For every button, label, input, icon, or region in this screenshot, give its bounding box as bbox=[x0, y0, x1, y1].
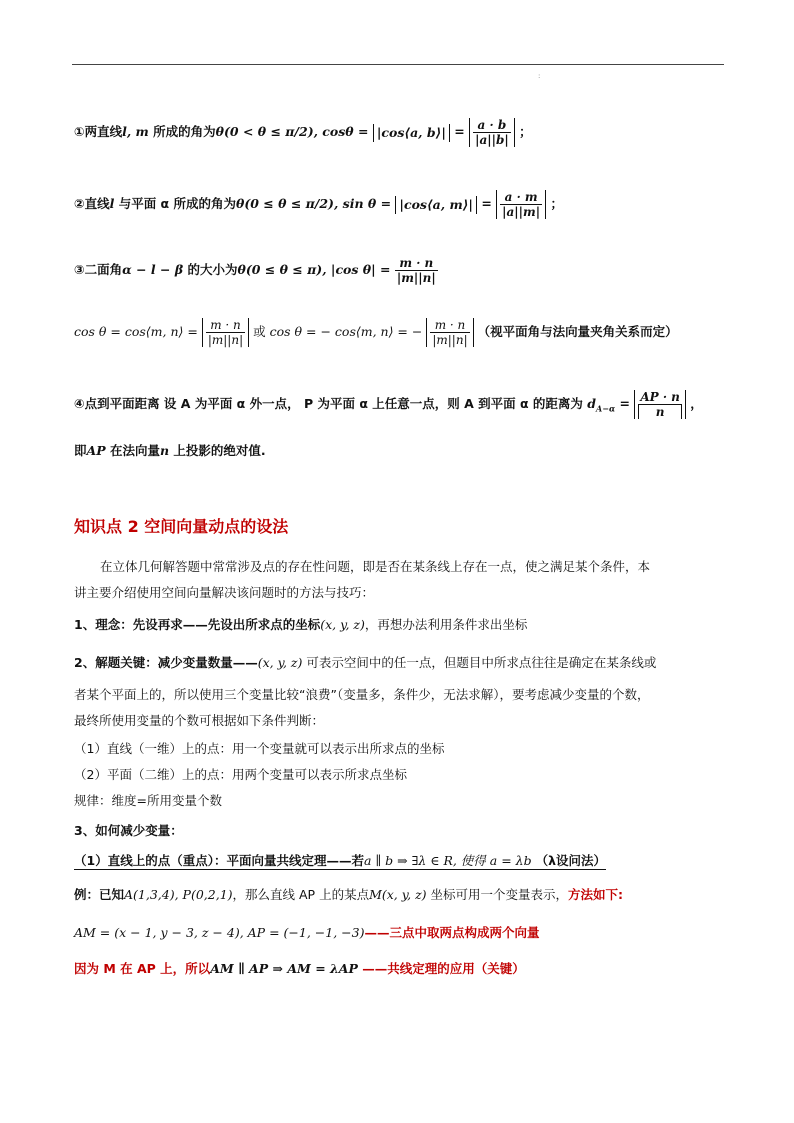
formula-3b-fraction-2 bbox=[430, 318, 469, 347]
point-3-item-1-math: a ∥ b ⇒ ∃λ ∈ R, 使得 a = λb bbox=[363, 853, 532, 868]
formula-4-numerator: AP · n bbox=[640, 390, 680, 404]
formula-3-denominator: |m||n| bbox=[396, 271, 436, 285]
formula-1-fraction bbox=[473, 118, 511, 147]
example-method: 方法如下: bbox=[568, 887, 624, 902]
point-1 bbox=[74, 616, 527, 634]
formula-4-fraction bbox=[638, 390, 682, 419]
example-conclusion-note: ——共线定理的应用（关键） bbox=[362, 961, 525, 976]
example-point-m: M(x, y, z) bbox=[369, 887, 427, 902]
formula-3b-or: 或 bbox=[253, 324, 266, 339]
formula-3b-right: cos θ = − cos⟨m, n⟩ = − bbox=[269, 324, 423, 339]
formula-3b-numerator-1: m · n bbox=[206, 318, 245, 333]
formula-2: ②直线l 与平面 α 所成的角为θ(0 ≤ θ ≤ π/2), sin θ = |cos⟨a, m⟩| = $\frac{a \cdot m}{|a||m|}$ ； bbox=[74, 190, 563, 219]
point-2-rest: 可表示空间中的任一点，但题目中所求点往往是确定在某条线或 bbox=[302, 655, 657, 670]
formula-3-numerator: m · n bbox=[395, 256, 438, 271]
formula-3-expr: α − l − β bbox=[122, 262, 184, 277]
formula-4b-vec: AP bbox=[86, 443, 106, 458]
point-2 bbox=[74, 654, 656, 672]
formula-3b-denominator-1: |m||n| bbox=[207, 333, 244, 347]
formula-2-denominator: |a||m| bbox=[502, 205, 541, 219]
formula-3b bbox=[74, 318, 678, 347]
formula-1: ①两直线l, m 所成的角为θ(0 < θ ≤ π/2), cosθ = |cos⟨a, b⟩| = $\frac{a \cdot b}{|a||b|}$ ； bbox=[74, 118, 532, 147]
formula-2-end: ； bbox=[550, 196, 563, 211]
point-2-rule: 规律：维度=所用变量个数 bbox=[74, 793, 222, 808]
example-points: A(1,3,4), P(0,2,1) bbox=[124, 887, 233, 902]
example-vectors: AM = (x − 1, y − 3, z − 4), AP = (−1, −1, −3) bbox=[74, 925, 365, 940]
formula-4b-n: n bbox=[159, 443, 170, 458]
formula-3-mid: 的大小为 bbox=[183, 262, 238, 277]
formula-3 bbox=[74, 256, 438, 285]
point-3: 3、如何减少变量： bbox=[74, 823, 183, 838]
formula-1-mid: 所成的角为 bbox=[148, 124, 216, 139]
example-mid: ，那么直线 AP 上的某点 bbox=[232, 887, 370, 902]
formula-1-denominator: |a||b| bbox=[475, 133, 509, 147]
point-2-item-1: （1）直线（一维）上的点：用一个变量就可以表示出所求点的坐标 bbox=[74, 741, 445, 756]
point-1-rest: ，再想办法利用条件求出坐标 bbox=[364, 617, 528, 632]
formula-2-fraction bbox=[500, 190, 542, 219]
section-heading: 知识点 2 空间向量动点的设法 bbox=[74, 517, 289, 536]
intro-line-2: 讲主要介绍使用空间向量解决该问题时的方法与技巧： bbox=[74, 585, 375, 600]
point-2-label: 2、解题关键：减少变量数量—— bbox=[74, 655, 258, 670]
formula-3b-denominator-2: |m||n| bbox=[432, 333, 468, 347]
point-2-coord: (x, y, z) bbox=[257, 655, 303, 670]
point-3-item-1 bbox=[74, 852, 606, 870]
page-mark: : bbox=[538, 72, 541, 80]
point-1-label: 1、理念：先设再求——先设出所求点的坐标 bbox=[74, 617, 321, 632]
formula-4-denominator: n bbox=[638, 405, 682, 419]
formula-3-fraction bbox=[395, 256, 438, 285]
point-3-item-1-pre: （1）直线上的点（重点）：平面向量共线定理——若 bbox=[74, 853, 364, 868]
formula-3b-numerator-2: m · n bbox=[430, 318, 469, 333]
formula-4 bbox=[74, 390, 703, 419]
point-2-line-3: 最终所使用变量的个数可根据如下条件判断： bbox=[74, 713, 325, 728]
formula-1-numerator: a · b bbox=[473, 118, 511, 133]
formula-4-eq: = bbox=[615, 396, 630, 411]
formula-4b-end: 上投影的绝对值. bbox=[169, 443, 266, 458]
example-pre: 例：已知 bbox=[74, 887, 125, 902]
formula-2-range: θ(0 ≤ θ ≤ π/2), sin θ = bbox=[236, 196, 392, 211]
formula-3b-note: （视平面角与法向量夹角关系而定） bbox=[477, 324, 678, 339]
point-3-item-1-post: （λ设问法） bbox=[535, 853, 606, 868]
formula-3-label: ③二面角 bbox=[74, 262, 123, 277]
formula-4b bbox=[74, 442, 266, 460]
formula-3b-fraction-1 bbox=[206, 318, 245, 347]
formula-2-mid: 与平面 α 所成的角为 bbox=[114, 196, 236, 211]
formula-3-range: θ(0 ≤ θ ≤ π), |cos θ| = bbox=[237, 262, 391, 277]
point-1-coord: (x, y, z) bbox=[320, 617, 365, 632]
formula-3b-left: cos θ = cos⟨m, n⟩ = bbox=[74, 324, 198, 339]
formula-1-end: ； bbox=[519, 124, 532, 139]
formula-1-vars: l, m bbox=[122, 124, 149, 139]
formula-2-numerator: a · m bbox=[500, 190, 542, 205]
formula-4-d: d bbox=[587, 396, 597, 411]
formula-1-label: ①两直线 bbox=[74, 124, 123, 139]
intro-line-1: 在立体几何解答题中常常涉及点的存在性问题，即是否在某条线上存在一点，使之满足某个条件，本 bbox=[100, 559, 651, 574]
header-rule bbox=[72, 64, 724, 65]
formula-1-expr: |cos⟨a, b⟩| bbox=[373, 124, 450, 142]
example-post: 坐标可用一个变量表示， bbox=[426, 887, 569, 902]
example-conclusion bbox=[74, 960, 525, 978]
example-vector-note: ——三点中取两点构成两个向量 bbox=[364, 925, 540, 940]
example-conclusion-pre: 因为 M 在 AP 上，所以 bbox=[74, 961, 211, 976]
example-line bbox=[74, 886, 623, 904]
formula-4-end: ， bbox=[690, 396, 703, 411]
example-conclusion-math: AM ∥ AP ⇒ AM = λAP bbox=[210, 961, 358, 976]
formula-4-sub: A−α bbox=[596, 403, 616, 414]
formula-2-expr: |cos⟨a, m⟩| bbox=[395, 196, 477, 214]
example-vector-line bbox=[74, 924, 539, 942]
formula-2-label: ②直线 bbox=[74, 196, 110, 211]
formula-1-range: θ(0 < θ ≤ π/2), cosθ = bbox=[215, 124, 369, 139]
formula-2-var: l bbox=[109, 196, 115, 211]
point-2-line-2: 者某个平面上的，所以使用三个变量比较“浪费”（变量多，条件少，无法求解），要考虑减少变量的个数， bbox=[74, 687, 650, 702]
formula-4-text: ④点到平面距离 设 A 为平面 α 外一点， P 为平面 α 上任意一点，则 A 到平面 α 的距离为 bbox=[74, 396, 583, 411]
formula-4b-pre: 即 bbox=[74, 443, 87, 458]
point-2-item-2: （2）平面（二维）上的点：用两个变量可以表示所求点坐标 bbox=[74, 767, 407, 782]
formula-4b-mid: 在法向量 bbox=[105, 443, 160, 458]
